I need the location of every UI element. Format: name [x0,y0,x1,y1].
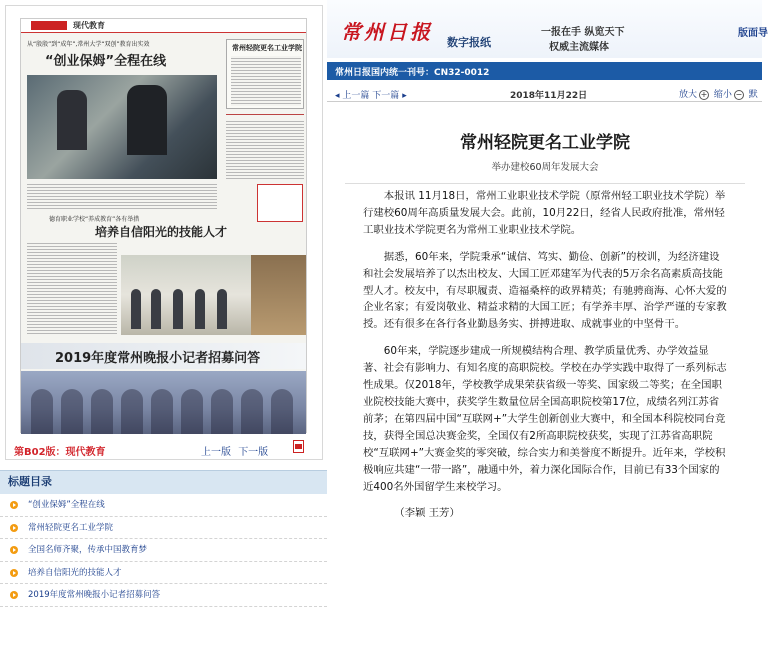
arrow-bullet-icon [10,524,18,532]
zoom-in-link[interactable]: 放大 [679,90,698,100]
page-nav-link[interactable]: 版面导 [738,28,768,39]
arrow-left-icon: ◂ [335,91,340,101]
masthead-slogan-2: 权威主流媒体 [549,42,609,53]
toc-item-label: 培养自信阳光的技能人才 [28,567,122,578]
minus-icon[interactable]: − [735,89,743,99]
next-article-link[interactable]: 下一篇 [372,91,400,101]
newspaper-logo[interactable]: 常州日报 [341,20,433,44]
arrow-bullet-icon [10,569,18,577]
thumbnail-banner[interactable] [21,343,306,369]
toc-item[interactable] [0,562,327,585]
issn-bar [327,62,762,80]
prev-page-link[interactable]: 上一版 [201,447,231,458]
thumbnail-header [21,19,306,33]
article-nav [335,88,407,101]
page-preview-frame [5,5,323,460]
toc-title: 标题目录 [0,470,327,494]
masthead [327,0,768,58]
thumbnail-mid-text [27,241,117,336]
toc-item[interactable] [0,584,327,607]
prev-article-link[interactable]: 上一篇 [342,91,370,101]
article-divider [345,183,745,184]
article-author: （李颖 王芳） [394,507,460,520]
thumbnail-photo-class[interactable] [121,255,251,335]
thumbnail-right-title: 常州轻院更名工业学院 [232,44,302,52]
toc-item-label: 2019年度常州晚报小记者招募问答 [28,590,161,600]
thumbnail-section: 现代教育 [73,21,105,30]
issue-date: 2018年11月22日 [510,91,588,101]
reset-link[interactable]: 默 [748,90,758,100]
page-nav [201,443,272,458]
article-paragraph: 据悉，60年来，学院秉承“诚信、笃实、勤俭、创新”的校训，为经济建设和社会发展培养了以杰出校友、大国工匠邓建军为代表的5万余名高素质高技能型人才。校友中，有尽职履责、造福桑梓的政界精英；有驰骋商海、心怀大爱的企业名家；有爱岗敬业、精益求精的大国工匠；有学养丰厚、治学严谨的专家教授。还有很多在各行各业勤恳务实、拼搏进取、成就事业的中坚骨干。 [363,250,727,331]
toc-item-label: 常州轻院更名工业学院 [28,522,114,533]
article-paragraph: 本报讯 11月18日，常州工业职业技术学院（原常州轻工职业技术学院）举行建校60周年高质量发展大会。此前，10月22日，经省人民政府批准，常州轻工职业技术学院更名为常州工业职业技术学院。 [363,190,726,236]
arrow-bullet-icon [10,591,18,599]
masthead-slogan: 一报在手 纵览天下 [541,27,625,38]
arrow-bullet-icon [10,546,18,554]
arrow-bullet-icon [10,501,18,509]
article [345,102,745,532]
thumbnail-ad-box [257,184,303,222]
thumbnail-right-col [226,119,304,179]
toc-item[interactable] [0,539,327,562]
page-thumbnail[interactable] [20,18,307,433]
pdf-icon[interactable] [293,440,304,453]
toc-panel [0,470,327,658]
thumbnail-right-text [231,56,301,106]
thumbnail-divider [226,114,304,115]
toc-list [0,494,327,607]
page-label: 第B02版：现代教育 [14,447,106,458]
article-title: 常州轻院更名工业学院 [460,133,630,153]
issn-text: 常州日报国内统一刊号：CN32-0012 [335,68,490,78]
zoom-out-link[interactable]: 缩小 [713,90,732,100]
thumbnail-mid-headline[interactable]: 培养自信阳光的技能人才 [95,225,228,239]
thumbnail-headline[interactable]: “创业保姆”全程在线 [45,54,167,69]
toc-item-label: 全国名师齐聚，传承中国教育梦 [28,545,148,555]
thumbnail-banner-title: 2019年度常州晚报小记者招募问答 [55,351,261,366]
thumbnail-right-box[interactable] [226,39,304,109]
thumbnail-photo-students[interactable] [27,75,217,179]
plus-icon[interactable]: + [700,89,708,99]
toc-item[interactable] [0,517,327,540]
toc-item[interactable] [0,494,327,517]
toc-item-label: “创业保姆”全程在线 [28,500,105,510]
article-body [345,188,745,522]
thumbnail-photo-workshop[interactable] [251,255,306,335]
article-toolbar [327,86,762,102]
arrow-right-icon: ▸ [402,91,407,101]
zoom-controls [679,87,758,100]
thumbnail-logo [31,21,67,30]
next-page-link[interactable]: 下一版 [238,447,269,458]
thumbnail-mid-kicker[interactable]: 德育职业学校“养成教育”各有举措 [49,216,140,223]
article-paragraph: 60年来，学院逐步建成一所规模结构合理、教学质量优秀、办学效益显著、社会有影响力、有知名度的高职院校。学校在办学实践中取得了一系列标志性成果。仅2018年，学校教学成果荣获省级一等奖、国家级二等奖；在全国职业院校技能大赛中，获奖学生数量位居全国高职院校第17位，成绩名列江苏省前茅；在第四届中国“互联网+”大学生创新创业大赛中，和全国本科院校同台竞技，获得全国总决赛金奖，全国仅有2所高职院校获奖，实现了江苏省高职院校“互联网+”大赛金奖的零突破，综合实力和美誉度不断提升。近年来，学校积极响应共建“一带一路”，融通中外，着力深化国际合作，目前已有33个国家的近400名外国留学生来校学习。 [363,345,727,493]
left-panel [0,0,327,658]
thumbnail-photo-crowd[interactable] [21,371,306,434]
masthead-subtitle: 数字报纸 [447,36,491,49]
article-panel [327,0,768,658]
thumbnail-text-block [27,182,217,210]
article-subtitle: 举办建校60周年发展大会 [491,162,599,173]
thumbnail-kicker[interactable]: 从“殷殷”到“成年”,常州大学“双创”教育出实效 [27,41,150,48]
